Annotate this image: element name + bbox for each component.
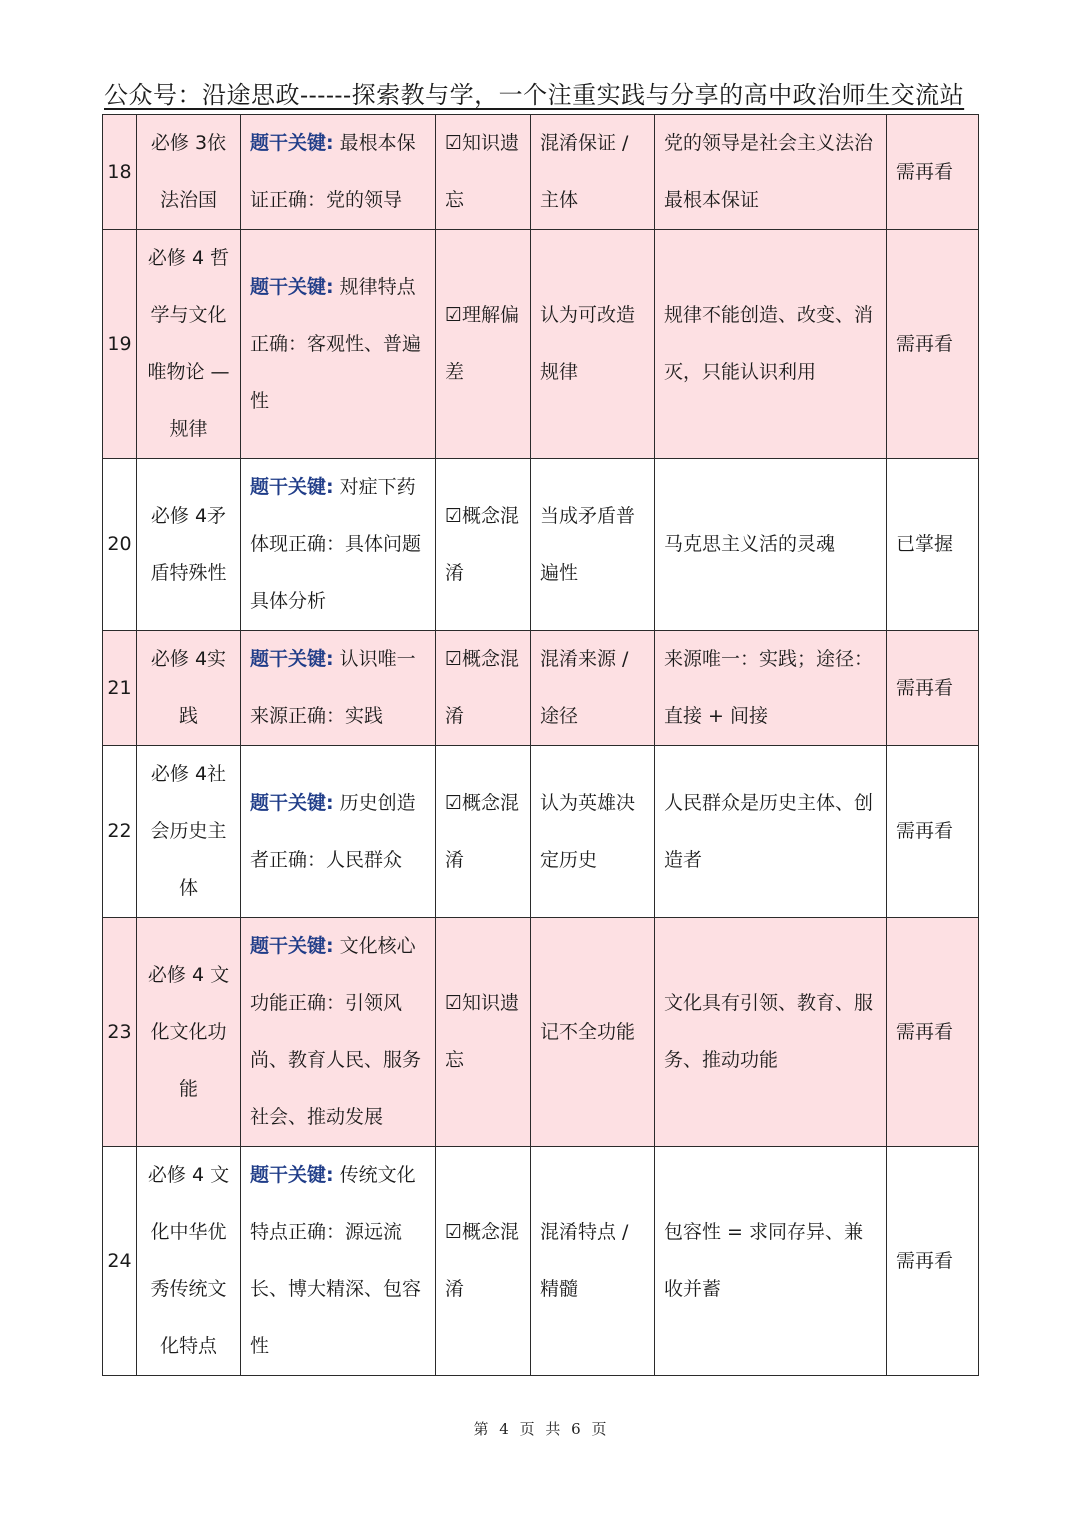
table-row	[103, 746, 979, 918]
error-type-cell: ☑概念混淆	[436, 746, 531, 918]
page-footer: 第 4 页 共 6 页	[473, 1420, 607, 1438]
status-cell: 需再看	[887, 746, 979, 918]
module-cell: 必修 4 文化文化功能	[137, 918, 241, 1147]
row-number: 19	[103, 230, 137, 459]
keyword-label: 题干关键:	[250, 132, 334, 154]
mistake-cell: 混淆保证 / 主体	[531, 115, 655, 230]
module-cell: 必修 4 文化中华优秀传统文化特点	[137, 1147, 241, 1376]
keyword-label: 题干关键:	[250, 1164, 334, 1186]
keyword-cell	[241, 746, 436, 918]
keyword-label: 题干关键:	[250, 935, 334, 957]
module-cell: 必修 4 哲学与文化唯物论 — 规律	[137, 230, 241, 459]
keyword-text: 文化核心功能正确：引领风尚、教育人民、服务社会、推动发展	[250, 935, 422, 1128]
mistake-cell: 记不全功能	[531, 918, 655, 1147]
keyword-cell	[241, 459, 436, 631]
keyword-cell	[241, 918, 436, 1147]
keyword-text: 历史创造者正确：人民群众	[250, 791, 416, 871]
keyword-text: 对症下药体现正确：具体问题具体分析	[250, 476, 422, 612]
mistake-cell: 混淆来源 / 途径	[531, 631, 655, 746]
error-type-cell: ☑概念混淆	[436, 1147, 531, 1376]
error-type-cell: ☑知识遗忘	[436, 115, 531, 230]
status-cell: 需再看	[887, 1147, 979, 1376]
row-number: 21	[103, 631, 137, 746]
mistake-cell: 认为可改造规律	[531, 230, 655, 459]
module-cell: 必修 3依法治国	[137, 115, 241, 230]
table-row	[103, 115, 979, 230]
keyword-cell	[241, 115, 436, 230]
mistake-cell: 混淆特点 / 精髓	[531, 1147, 655, 1376]
mistake-cell: 认为英雄决定历史	[531, 746, 655, 918]
row-number: 24	[103, 1147, 137, 1376]
keyword-text: 最根本保证正确：党的领导	[250, 132, 416, 211]
module-cell: 必修 4社会历史主体	[137, 746, 241, 918]
status-cell: 需再看	[887, 230, 979, 459]
row-number: 20	[103, 459, 137, 631]
keyword-cell	[241, 1147, 436, 1376]
error-type-cell: ☑理解偏差	[436, 230, 531, 459]
correct-cell: 来源唯一：实践；途径：直接 + 间接	[655, 631, 887, 746]
correct-cell: 人民群众是历史主体、创造者	[655, 746, 887, 918]
correct-cell: 规律不能创造、改变、消灭，只能认识利用	[655, 230, 887, 459]
page-header: 公众号：沿途思政------探索教与学，一个注重实践与分享的高中政治师生交流站	[104, 81, 965, 109]
table-row	[103, 230, 979, 459]
table-row	[103, 918, 979, 1147]
status-cell: 需再看	[887, 115, 979, 230]
keyword-label: 题干关键:	[250, 648, 334, 670]
table-row	[103, 1147, 979, 1376]
correct-cell: 马克思主义活的灵魂	[655, 459, 887, 631]
keyword-cell	[241, 631, 436, 746]
row-number: 23	[103, 918, 137, 1147]
mistake-cell: 当成矛盾普遍性	[531, 459, 655, 631]
keyword-label: 题干关键:	[250, 791, 334, 814]
module-cell: 必修 4矛盾特殊性	[137, 459, 241, 631]
module-cell: 必修 4实践	[137, 631, 241, 746]
row-number: 18	[103, 115, 137, 230]
keyword-cell	[241, 230, 436, 459]
error-type-cell: ☑知识遗忘	[436, 918, 531, 1147]
keyword-text: 传统文化特点正确：源远流长、博大精深、包容性	[250, 1164, 422, 1357]
correct-cell: 党的领导是社会主义法治最根本保证	[655, 115, 887, 230]
error-type-cell: ☑概念混淆	[436, 459, 531, 631]
table-body	[103, 115, 979, 1376]
status-cell: 已掌握	[887, 459, 979, 631]
row-number: 22	[103, 746, 137, 918]
keyword-label: 题干关键:	[250, 275, 334, 298]
error-type-cell: ☑概念混淆	[436, 631, 531, 746]
mistake-log-table	[102, 114, 979, 1376]
status-cell: 需再看	[887, 918, 979, 1147]
keyword-text: 认识唯一来源正确：实践	[250, 648, 416, 727]
correct-cell: 文化具有引领、教育、服务、推动功能	[655, 918, 887, 1147]
table-row	[103, 459, 979, 631]
table-row	[103, 631, 979, 746]
keyword-label: 题干关键:	[250, 476, 334, 498]
status-cell: 需再看	[887, 631, 979, 746]
correct-cell: 包容性 = 求同存异、兼收并蓄	[655, 1147, 887, 1376]
keyword-text: 规律特点正确：客观性、普遍性	[250, 275, 422, 412]
